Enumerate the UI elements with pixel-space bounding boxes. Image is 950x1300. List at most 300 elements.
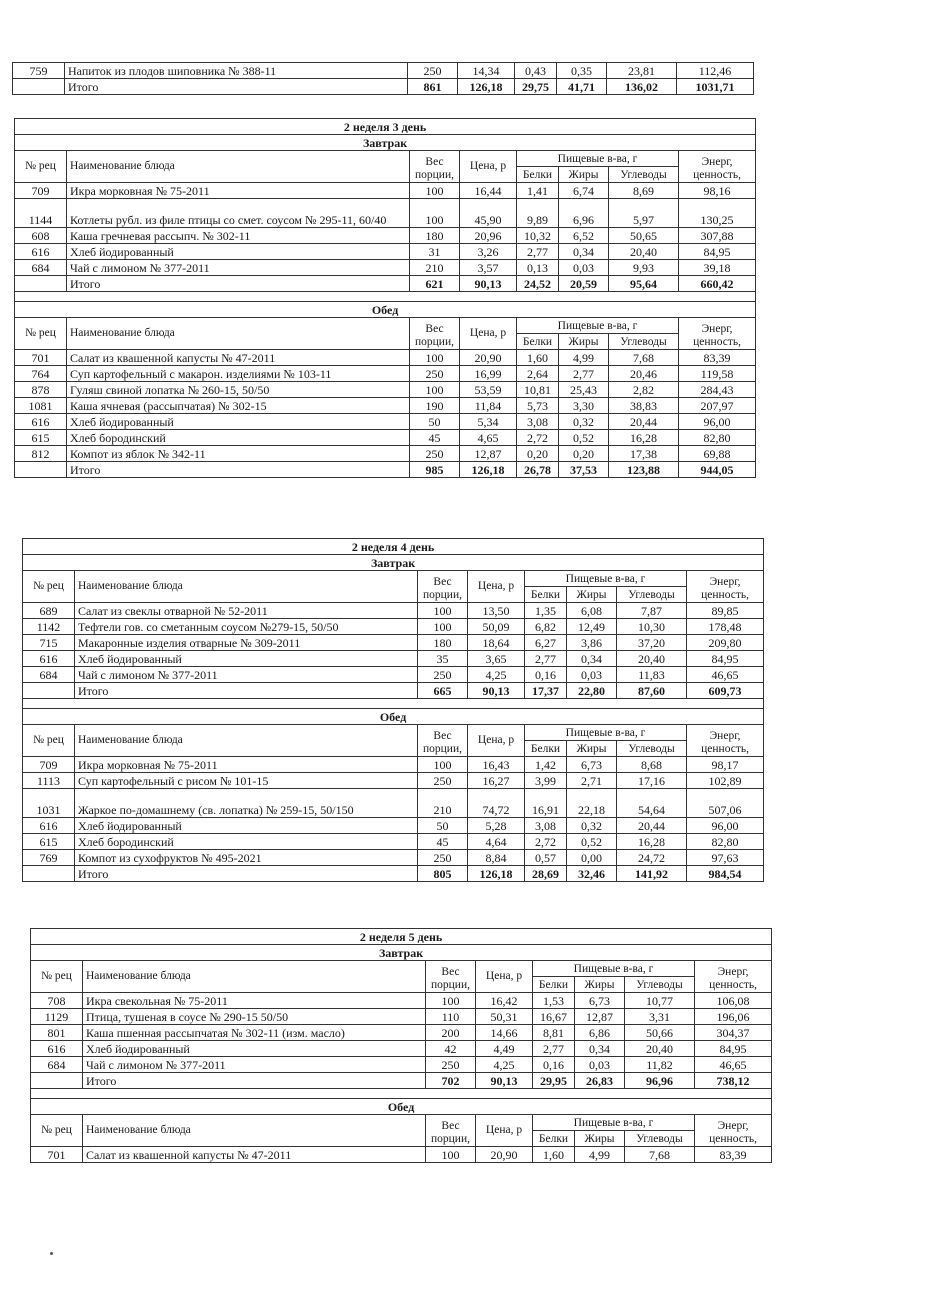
proteins: 3,08: [517, 414, 559, 430]
header-price: Цена, р: [460, 318, 517, 350]
header-price: Цена, р: [476, 961, 533, 993]
energy-value: 102,89: [687, 773, 764, 789]
header-fats: Жиры: [567, 587, 617, 603]
table-row: [23, 850, 764, 866]
total-fats: 22,80: [567, 683, 617, 699]
price: 74,72: [468, 789, 525, 818]
fats: 0,35: [557, 63, 607, 79]
carbohydrates: 2,82: [609, 382, 679, 398]
header-energy-line1: Энерг,: [709, 730, 741, 742]
total-row: [15, 462, 756, 478]
energy-value: 507,06: [687, 789, 764, 818]
table-row: [15, 244, 756, 260]
total-energy: 738,12: [695, 1073, 772, 1089]
total-proteins: 17,37: [525, 683, 567, 699]
recipe-number: 616: [15, 244, 67, 260]
total-proteins: 29,95: [533, 1073, 575, 1089]
recipe-number: 1081: [15, 398, 67, 414]
proteins: 0,16: [533, 1057, 575, 1073]
recipe-number: [23, 866, 75, 882]
dish-name: Салат из квашенной капусты № 47-2011: [67, 350, 410, 366]
total-row: [13, 79, 754, 95]
proteins: 0,16: [525, 667, 567, 683]
recipe-number: 701: [15, 350, 67, 366]
header-fats: Жиры: [567, 741, 617, 757]
table-row: [23, 619, 764, 635]
portion-weight: 250: [410, 366, 460, 382]
total-price: 126,18: [460, 462, 517, 478]
proteins: 0,57: [525, 850, 567, 866]
energy-value: 196,06: [695, 1009, 772, 1025]
header-portion-weight: [426, 961, 476, 993]
price: 8,84: [468, 850, 525, 866]
day-title: 2 неделя 3 день: [15, 119, 756, 135]
recipe-number: 616: [31, 1041, 83, 1057]
recipe-number: 709: [15, 183, 67, 199]
portion-weight: 100: [426, 1147, 476, 1163]
recipe-number: 769: [23, 850, 75, 866]
proteins: 2,77: [525, 651, 567, 667]
header-proteins: Белки: [525, 741, 567, 757]
fats: 0,52: [567, 834, 617, 850]
dish-name: Гуляш свиной лопатка № 260-15, 50/50: [67, 382, 410, 398]
carbohydrates: 5,97: [609, 199, 679, 228]
total-proteins: 24,52: [517, 276, 559, 292]
recipe-number: 701: [31, 1147, 83, 1163]
total-energy: 660,42: [679, 276, 756, 292]
recipe-number: [15, 276, 67, 292]
price: 4,25: [476, 1057, 533, 1073]
carbohydrates: 16,28: [617, 834, 687, 850]
recipe-number: 615: [23, 834, 75, 850]
carbohydrates: 11,83: [617, 667, 687, 683]
energy-value: 96,00: [687, 818, 764, 834]
price: 4,25: [468, 667, 525, 683]
price: 16,27: [468, 773, 525, 789]
header-energy-line2: ценность,: [709, 1133, 757, 1145]
carbohydrates: 10,77: [625, 993, 695, 1009]
header-weight-line2: порции,: [423, 743, 462, 755]
fats: 25,43: [559, 382, 609, 398]
recipe-number: 709: [23, 757, 75, 773]
dish-name: Котлеты рубл. из филе птицы со смет. соусом № 295-11, 60/40: [67, 199, 410, 228]
proteins: 1,60: [517, 350, 559, 366]
table-row: [23, 773, 764, 789]
price: 16,99: [460, 366, 517, 382]
header-energy-line1: Энерг,: [717, 1120, 749, 1132]
total-price: 90,13: [468, 683, 525, 699]
header-carbohydrates: Углеводы: [617, 587, 687, 603]
total-price: 90,13: [460, 276, 517, 292]
header-recipe-number: № рец: [31, 961, 83, 993]
proteins: 8,81: [533, 1025, 575, 1041]
table-row: [31, 1025, 772, 1041]
header-weight-line2: порции,: [415, 336, 454, 348]
energy-value: 209,80: [687, 635, 764, 651]
price: 3,65: [468, 651, 525, 667]
energy-value: 307,88: [679, 228, 756, 244]
proteins: 16,67: [533, 1009, 575, 1025]
portion-weight: 250: [410, 446, 460, 462]
price: 53,59: [460, 382, 517, 398]
portion-weight: 210: [410, 260, 460, 276]
table-row: [15, 199, 756, 228]
total-row: [23, 683, 764, 699]
portion-weight: 250: [426, 1057, 476, 1073]
header-energy-line2: ценность,: [693, 336, 741, 348]
recipe-number: 1129: [31, 1009, 83, 1025]
proteins: 2,77: [533, 1041, 575, 1057]
table-row: [23, 818, 764, 834]
proteins: 1,41: [517, 183, 559, 199]
day-section-table: [22, 538, 764, 882]
total-fats: 20,59: [559, 276, 609, 292]
meal-title: Обед: [15, 302, 756, 318]
energy-value: 96,00: [679, 414, 756, 430]
header-energy-line1: Энерг,: [709, 576, 741, 588]
dish-name: Салат из свеклы отварной № 52-2011: [75, 603, 418, 619]
proteins: 2,64: [517, 366, 559, 382]
proteins: 0,20: [517, 446, 559, 462]
recipe-number: 759: [13, 63, 65, 79]
recipe-number: [13, 79, 65, 95]
header-nutrients: Пищевые в-ва, г: [517, 151, 679, 167]
price: 4,49: [476, 1041, 533, 1057]
portion-weight: 100: [418, 757, 468, 773]
price: 18,64: [468, 635, 525, 651]
day-title: 2 неделя 4 день: [23, 539, 764, 555]
day-section-table: [14, 118, 756, 478]
portion-weight: 100: [410, 183, 460, 199]
carbohydrates: 37,20: [617, 635, 687, 651]
total-carbohydrates: 123,88: [609, 462, 679, 478]
carbohydrates: 8,68: [617, 757, 687, 773]
total-price: 126,18: [458, 79, 515, 95]
spacer-row: [15, 292, 756, 302]
header-weight-line2: порции,: [431, 979, 470, 991]
dish-name: Жаркое по-домашнему (св. лопатка) № 259-15, 50/150: [75, 789, 418, 818]
price: 3,57: [460, 260, 517, 276]
header-weight-line2: порции,: [415, 169, 454, 181]
proteins: 3,99: [525, 773, 567, 789]
table-row: [23, 789, 764, 818]
carbohydrates: 10,30: [617, 619, 687, 635]
dish-name: Напиток из плодов шиповника № 388-11: [65, 63, 408, 79]
header-dish-name: Наименование блюда: [75, 571, 418, 603]
header-recipe-number: № рец: [15, 318, 67, 350]
header-fats: Жиры: [559, 167, 609, 183]
total-weight: 621: [410, 276, 460, 292]
recipe-number: 1031: [23, 789, 75, 818]
meal-title: Обед: [31, 1099, 772, 1115]
meal-title: Обед: [23, 709, 764, 725]
price: 20,90: [460, 350, 517, 366]
proteins: 0,13: [517, 260, 559, 276]
header-fats: Жиры: [575, 1131, 625, 1147]
carbohydrates: 16,28: [609, 430, 679, 446]
meal-title: Завтрак: [23, 555, 764, 571]
portion-weight: 31: [410, 244, 460, 260]
proteins: 6,27: [525, 635, 567, 651]
dish-name: Хлеб йодированный: [67, 414, 410, 430]
portion-weight: 45: [418, 834, 468, 850]
price: 16,44: [460, 183, 517, 199]
dish-name: Чай с лимоном № 377-2011: [75, 667, 418, 683]
recipe-number: 616: [23, 818, 75, 834]
dish-name: Чай с лимоном № 377-2011: [83, 1057, 426, 1073]
header-energy-line1: Энерг,: [701, 323, 733, 335]
scan-speck: [50, 1252, 53, 1255]
header-energy: [687, 725, 764, 757]
portion-weight: 210: [418, 789, 468, 818]
price: 16,43: [468, 757, 525, 773]
table-row: [15, 183, 756, 199]
total-energy: 1031,71: [677, 79, 754, 95]
recipe-number: 812: [15, 446, 67, 462]
spacer-row: [23, 699, 764, 709]
spacer-row: [31, 1089, 772, 1099]
proteins: 10,81: [517, 382, 559, 398]
portion-weight: 100: [418, 619, 468, 635]
table-row: [15, 398, 756, 414]
portion-weight: 110: [426, 1009, 476, 1025]
energy-value: 46,65: [695, 1057, 772, 1073]
proteins: 9,89: [517, 199, 559, 228]
dish-name: Чай с лимоном № 377-2011: [67, 260, 410, 276]
total-proteins: 29,75: [515, 79, 557, 95]
dish-name: Хлеб йодированный: [75, 651, 418, 667]
table-row: [31, 1147, 772, 1163]
header-dish-name: Наименование блюда: [75, 725, 418, 757]
energy-value: 106,08: [695, 993, 772, 1009]
energy-value: 112,46: [677, 63, 754, 79]
header-energy: [695, 1115, 772, 1147]
fats: 6,73: [575, 993, 625, 1009]
price: 50,31: [476, 1009, 533, 1025]
portion-weight: 190: [410, 398, 460, 414]
carbohydrates: 50,65: [609, 228, 679, 244]
portion-weight: 100: [410, 382, 460, 398]
recipe-number: 715: [23, 635, 75, 651]
recipe-number: [31, 1073, 83, 1089]
recipe-number: 764: [15, 366, 67, 382]
fats: 2,77: [559, 366, 609, 382]
dish-name: Компот из сухофруктов № 495-2021: [75, 850, 418, 866]
header-weight-line1: Вес: [433, 576, 452, 588]
table-row: [23, 603, 764, 619]
table-row: [31, 1009, 772, 1025]
portion-weight: 250: [418, 667, 468, 683]
header-energy: [687, 571, 764, 603]
energy-value: 97,63: [687, 850, 764, 866]
fats: 22,18: [567, 789, 617, 818]
carbohydrates: 20,44: [617, 818, 687, 834]
recipe-number: 1113: [23, 773, 75, 789]
energy-value: 84,95: [695, 1041, 772, 1057]
proteins: 6,82: [525, 619, 567, 635]
carbohydrates: 20,44: [609, 414, 679, 430]
portion-weight: 200: [426, 1025, 476, 1041]
dish-name: Тефтели гов. со сметанным соусом №279-15, 50/50: [75, 619, 418, 635]
total-label: Итого: [75, 866, 418, 882]
dish-name: Хлеб бородинский: [67, 430, 410, 446]
header-portion-weight: [410, 318, 460, 350]
portion-weight: 100: [418, 603, 468, 619]
carbohydrates: 20,46: [609, 366, 679, 382]
total-weight: 702: [426, 1073, 476, 1089]
total-fats: 26,83: [575, 1073, 625, 1089]
price: 4,65: [460, 430, 517, 446]
header-nutrients: Пищевые в-ва, г: [533, 961, 695, 977]
header-energy: [679, 318, 756, 350]
energy-value: 69,88: [679, 446, 756, 462]
header-dish-name: Наименование блюда: [83, 1115, 426, 1147]
header-proteins: Белки: [517, 334, 559, 350]
total-energy: 609,73: [687, 683, 764, 699]
header-weight-line1: Вес: [425, 323, 444, 335]
energy-value: 207,97: [679, 398, 756, 414]
dish-name: Суп картофельный с макарон. изделиями № 103-11: [67, 366, 410, 382]
fats: 6,52: [559, 228, 609, 244]
energy-value: 304,37: [695, 1025, 772, 1041]
fats: 2,71: [567, 773, 617, 789]
total-weight: 665: [418, 683, 468, 699]
carbohydrates: 8,69: [609, 183, 679, 199]
dish-name: Хлеб йодированный: [67, 244, 410, 260]
carbohydrates: 24,72: [617, 850, 687, 866]
price: 5,28: [468, 818, 525, 834]
meal-title: Завтрак: [15, 135, 756, 151]
portion-weight: 180: [410, 228, 460, 244]
dish-name: Икра морковная № 75-2011: [75, 757, 418, 773]
table-row: [23, 667, 764, 683]
total-fats: 41,71: [557, 79, 607, 95]
carbohydrates: 38,83: [609, 398, 679, 414]
recipe-number: 684: [31, 1057, 83, 1073]
carbohydrates: 20,40: [625, 1041, 695, 1057]
table-row: [15, 260, 756, 276]
price: 14,66: [476, 1025, 533, 1041]
header-energy-line2: ценность,: [701, 589, 749, 601]
total-energy: 944,05: [679, 462, 756, 478]
table-row: [15, 430, 756, 446]
header-weight-line2: порции,: [431, 1133, 470, 1145]
fats: 0,32: [559, 414, 609, 430]
recipe-number: 616: [15, 414, 67, 430]
proteins: 1,35: [525, 603, 567, 619]
proteins: 3,08: [525, 818, 567, 834]
fats: 6,08: [567, 603, 617, 619]
total-price: 90,13: [476, 1073, 533, 1089]
table-row: [31, 1057, 772, 1073]
total-carbohydrates: 95,64: [609, 276, 679, 292]
energy-value: 46,65: [687, 667, 764, 683]
header-recipe-number: № рец: [31, 1115, 83, 1147]
fats: 0,03: [575, 1057, 625, 1073]
dish-name: Суп картофельный с рисом № 101-15: [75, 773, 418, 789]
proteins: 16,91: [525, 789, 567, 818]
price: 14,34: [458, 63, 515, 79]
fats: 0,03: [567, 667, 617, 683]
total-proteins: 28,69: [525, 866, 567, 882]
previous-day-table: [12, 62, 754, 95]
dish-name: Компот из яблок № 342-11: [67, 446, 410, 462]
fats: 0,32: [567, 818, 617, 834]
energy-value: 178,48: [687, 619, 764, 635]
fats: 0,34: [559, 244, 609, 260]
fats: 4,99: [575, 1147, 625, 1163]
dish-name: Птица, тушеная в соусе № 290-15 50/50: [83, 1009, 426, 1025]
fats: 3,86: [567, 635, 617, 651]
portion-weight: 100: [426, 993, 476, 1009]
total-carbohydrates: 136,02: [607, 79, 677, 95]
recipe-number: 684: [15, 260, 67, 276]
price: 3,26: [460, 244, 517, 260]
table-row: [13, 63, 754, 79]
total-weight: 985: [410, 462, 460, 478]
header-proteins: Белки: [533, 1131, 575, 1147]
header-carbohydrates: Углеводы: [617, 741, 687, 757]
fats: 4,99: [559, 350, 609, 366]
dish-name: Каша гречневая рассыпч. № 302-11: [67, 228, 410, 244]
header-carbohydrates: Углеводы: [625, 977, 695, 993]
dish-name: Каша пшенная рассыпчатая № 302-11 (изм. масло): [83, 1025, 426, 1041]
dish-name: Каша ячневая (рассыпчатая) № 302-15: [67, 398, 410, 414]
table-row: [15, 414, 756, 430]
table-row: [15, 446, 756, 462]
portion-weight: 45: [410, 430, 460, 446]
portion-weight: 50: [410, 414, 460, 430]
header-energy-line1: Энерг,: [701, 156, 733, 168]
fats: 0,00: [567, 850, 617, 866]
header-portion-weight: [410, 151, 460, 183]
header-energy-line1: Энерг,: [717, 966, 749, 978]
header-dish-name: Наименование блюда: [67, 151, 410, 183]
price: 13,50: [468, 603, 525, 619]
energy-value: 83,39: [695, 1147, 772, 1163]
fats: 6,96: [559, 199, 609, 228]
price: 4,64: [468, 834, 525, 850]
header-portion-weight: [418, 725, 468, 757]
header-nutrients: Пищевые в-ва, г: [533, 1115, 695, 1131]
proteins: 5,73: [517, 398, 559, 414]
fats: 0,52: [559, 430, 609, 446]
energy-value: 82,80: [687, 834, 764, 850]
recipe-number: 615: [15, 430, 67, 446]
header-fats: Жиры: [559, 334, 609, 350]
header-energy-line2: ценность,: [693, 169, 741, 181]
header-portion-weight: [418, 571, 468, 603]
price: 11,84: [460, 398, 517, 414]
carbohydrates: 17,16: [617, 773, 687, 789]
energy-value: 82,80: [679, 430, 756, 446]
carbohydrates: 20,40: [609, 244, 679, 260]
header-carbohydrates: Углеводы: [625, 1131, 695, 1147]
portion-weight: 250: [418, 850, 468, 866]
total-carbohydrates: 141,92: [617, 866, 687, 882]
energy-value: 39,18: [679, 260, 756, 276]
header-proteins: Белки: [533, 977, 575, 993]
table-row: [15, 366, 756, 382]
dish-name: Хлеб йодированный: [75, 818, 418, 834]
table-row: [23, 651, 764, 667]
header-price: Цена, р: [460, 151, 517, 183]
portion-weight: 250: [408, 63, 458, 79]
header-price: Цена, р: [468, 571, 525, 603]
portion-weight: 100: [410, 199, 460, 228]
fats: 6,74: [559, 183, 609, 199]
total-row: [23, 866, 764, 882]
